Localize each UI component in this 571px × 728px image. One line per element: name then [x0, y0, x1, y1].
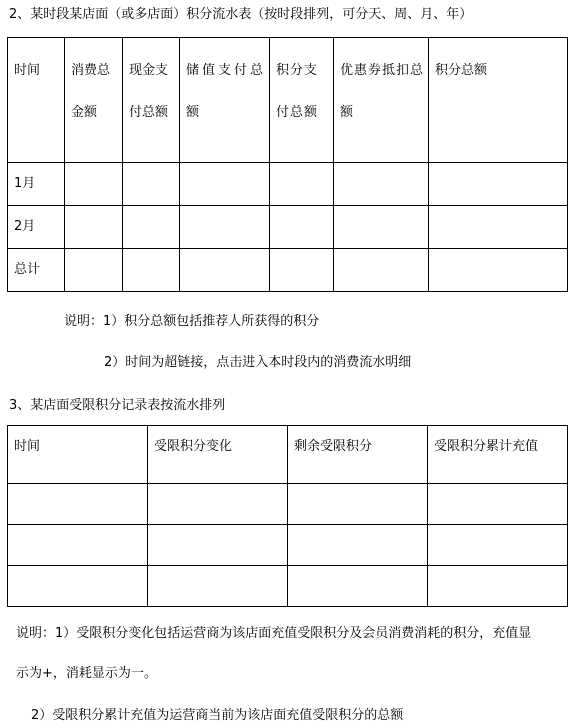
section3-note-2: 2）受限积分累计充值为运营商当前为该店面充值受限积分的总额 — [31, 708, 404, 723]
header-cell: 受限积分变化 — [148, 426, 288, 484]
table-cell — [8, 566, 148, 607]
table-cell — [270, 249, 334, 292]
table-cell — [428, 566, 568, 607]
table-cell — [180, 163, 270, 206]
table-row — [8, 484, 568, 525]
table-cell — [288, 484, 428, 525]
section3-heading: 3、某店面受限积分记录表按流水排列 — [9, 398, 226, 413]
table-header-row — [8, 426, 568, 484]
table-cell — [429, 206, 568, 249]
table-row — [8, 566, 568, 607]
header-cell: 受限积分累计充值 — [428, 426, 568, 484]
time-link[interactable]: 1月 — [8, 163, 65, 206]
section2-heading: 2、某时段某店面（或多店面）积分流水表（按时段排列，可分天、周、月、年） — [9, 7, 473, 22]
table-cell — [123, 206, 180, 249]
table-cell — [288, 525, 428, 566]
table-cell — [123, 163, 180, 206]
table-cell — [148, 484, 288, 525]
table-row — [8, 249, 568, 292]
section2-note-2: 2）时间为超链接，点击进入本时段内的消费流水明细 — [104, 355, 412, 370]
table-cell — [65, 206, 123, 249]
table-row — [8, 163, 568, 206]
table-cell — [148, 525, 288, 566]
header-cell: 时间 — [8, 38, 65, 163]
table-header-row — [8, 38, 568, 163]
table-cell — [123, 249, 180, 292]
table-cell — [429, 249, 568, 292]
header-cell: 储值支付总额 — [180, 38, 270, 163]
table-cell — [270, 163, 334, 206]
table-cell — [65, 249, 123, 292]
header-cell: 积分总额 — [429, 38, 568, 163]
table-cell — [180, 249, 270, 292]
table-cell — [65, 163, 123, 206]
table-cell — [334, 163, 429, 206]
header-cell: 剩余受限积分 — [288, 426, 428, 484]
section2-note-1: 说明：1）积分总额包括推荐人所获得的积分 — [64, 314, 320, 329]
section3-note-1-cont: 示为+，消耗显示为一。 — [16, 666, 157, 681]
header-cell: 积分支付总额 — [270, 38, 334, 163]
table-cell — [429, 163, 568, 206]
table-cell — [8, 525, 148, 566]
total-cell: 总计 — [8, 249, 65, 292]
table-cell — [180, 206, 270, 249]
table-cell — [288, 566, 428, 607]
section3-note-1: 说明：1）受限积分变化包括运营商为该店面充值受限积分及会员消费消耗的积分，充值显 — [16, 626, 532, 641]
table-cell — [334, 206, 429, 249]
header-cell: 时间 — [8, 426, 148, 484]
table-cell — [270, 206, 334, 249]
table-cell — [148, 566, 288, 607]
table-cell — [334, 249, 429, 292]
table-cell — [428, 525, 568, 566]
table-cell — [8, 484, 148, 525]
table-cell — [428, 484, 568, 525]
table-row — [8, 206, 568, 249]
points-flow-table — [7, 37, 568, 292]
time-link[interactable]: 2月 — [8, 206, 65, 249]
header-cell: 现金支付总额 — [123, 38, 180, 163]
header-cell: 优惠券抵扣总额 — [334, 38, 429, 163]
restricted-points-table — [7, 425, 568, 607]
table-row — [8, 525, 568, 566]
header-cell: 消费总金额 — [65, 38, 123, 163]
